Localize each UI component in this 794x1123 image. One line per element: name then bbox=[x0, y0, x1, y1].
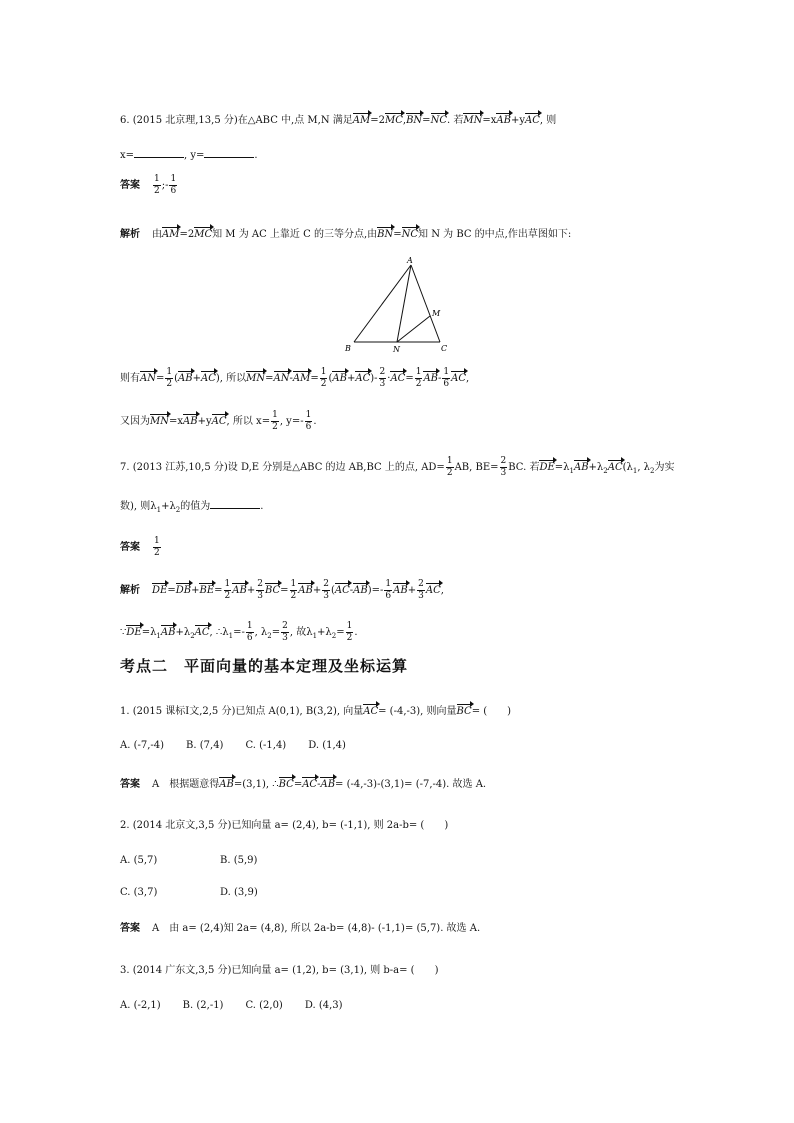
fraction-den: 3 bbox=[282, 633, 288, 643]
s1-ans-text: = bbox=[293, 779, 303, 790]
q7-a-text: = bbox=[280, 585, 289, 596]
q6-b-text: + bbox=[192, 373, 201, 384]
option-d[interactable]: D. (4,3) bbox=[304, 1000, 343, 1011]
q7-text: +λ bbox=[161, 501, 176, 512]
fraction bbox=[322, 579, 330, 602]
q7-b-text: , λ bbox=[254, 627, 268, 638]
q7-a-text: + bbox=[191, 585, 200, 596]
q7-text: 7. (2013 江苏,10,5 分)设 D,E 分别是△ABC 的边 AB,BC 上的点, AD= bbox=[120, 462, 445, 473]
q6-stem-text: 6. (2015 北京理,13,5 分)在△ABC 中,点 M,N 满足 bbox=[120, 115, 353, 126]
vector-MC: MC bbox=[385, 112, 403, 128]
q6-analysis-1 bbox=[120, 226, 571, 242]
q6-c-text: =x bbox=[169, 416, 184, 427]
vector-AB: AB bbox=[353, 582, 368, 598]
q6-blank-end: . bbox=[254, 150, 258, 161]
vector-BN: BN bbox=[406, 112, 422, 128]
q7-text: , λ bbox=[637, 462, 651, 473]
q6-b-text: + bbox=[346, 373, 356, 384]
q6-b-text: )- bbox=[370, 373, 378, 384]
q6-c-text: . bbox=[313, 416, 317, 427]
fraction-den: 2 bbox=[446, 468, 453, 478]
s1-text: = (-4,-3), 则向量 bbox=[378, 706, 457, 717]
fraction-num: 1 bbox=[224, 579, 231, 589]
q6-b-text: = bbox=[405, 373, 414, 384]
q7-text: =λ bbox=[554, 462, 570, 473]
vector-AN: AN bbox=[274, 370, 290, 386]
vector-AB: AB bbox=[393, 582, 408, 598]
q7-b-text: = bbox=[336, 627, 345, 638]
option-a[interactable]: A. (5,7) bbox=[120, 855, 158, 866]
vector-BC: BC bbox=[265, 582, 280, 598]
vector-AC: AC bbox=[525, 112, 540, 128]
q7-stem-2 bbox=[120, 498, 263, 517]
q6-text-6: +y bbox=[510, 115, 525, 126]
fraction-den: 6 bbox=[385, 591, 392, 601]
answer-label: 答案 bbox=[120, 180, 140, 191]
fraction-den: 3 bbox=[257, 591, 263, 601]
fraction bbox=[305, 410, 313, 433]
fraction bbox=[246, 621, 254, 644]
fraction-num: 2 bbox=[257, 579, 263, 589]
q7-b-text: , 故λ bbox=[289, 627, 313, 638]
option-a[interactable]: A. (-7,-4) bbox=[120, 740, 165, 751]
q6-b-text: ( bbox=[328, 373, 333, 384]
q7-b-text: =- bbox=[233, 627, 245, 638]
fraction-den: 6 bbox=[305, 422, 312, 432]
q7-b-text: = bbox=[271, 627, 281, 638]
fraction bbox=[153, 174, 161, 197]
vector-AC: AC bbox=[451, 370, 466, 386]
vector-AB: AB bbox=[574, 459, 589, 475]
fraction-den: 2 bbox=[272, 422, 278, 432]
fraction-den: 2 bbox=[320, 379, 327, 389]
vector-AC: AC bbox=[302, 776, 317, 792]
fraction-num: 1 bbox=[154, 174, 160, 184]
subscript: 1 bbox=[632, 467, 638, 475]
vector-AN: AN bbox=[140, 370, 156, 386]
q6-blank-x[interactable] bbox=[134, 147, 184, 158]
s1-ans-text: - bbox=[317, 779, 321, 790]
q6-c-text: , y=- bbox=[279, 416, 304, 427]
s2-answer bbox=[120, 922, 480, 936]
q6-b-text: · bbox=[387, 373, 391, 384]
option-c[interactable]: C. (3,7) bbox=[120, 887, 158, 898]
fraction-num: 1 bbox=[246, 621, 253, 631]
fraction-num: 2 bbox=[282, 621, 288, 631]
fraction-num: 1 bbox=[443, 367, 450, 377]
q7-a-text: + bbox=[246, 585, 256, 596]
s1-ans-text: = (-4,-3)-(3,1)= (-7,-4). 故选 A. bbox=[335, 779, 487, 790]
segment-AN bbox=[397, 265, 411, 342]
q6-b-text: ( bbox=[174, 373, 179, 384]
q7-b-text: . bbox=[354, 627, 358, 638]
fraction bbox=[271, 410, 279, 433]
vector-NC: NC bbox=[402, 226, 418, 242]
q6-blank-y[interactable] bbox=[204, 147, 254, 158]
vector-BC: BC bbox=[279, 776, 294, 792]
subscript: 2 bbox=[190, 632, 195, 640]
fraction-den: 2 bbox=[154, 186, 160, 196]
q7-text: 数), 则λ bbox=[120, 501, 157, 512]
side-AC bbox=[411, 265, 440, 342]
vector-AC: AC bbox=[335, 582, 350, 598]
vector-AC: AC bbox=[355, 370, 370, 386]
q6-text-5: =x bbox=[482, 115, 497, 126]
vector-DE: DE bbox=[126, 624, 141, 640]
subscript: 2 bbox=[175, 506, 181, 514]
vector-MN: MN bbox=[463, 112, 482, 128]
q6-b-text: ), 所以 bbox=[215, 373, 247, 384]
q6-blank-x-label: x= bbox=[120, 150, 135, 161]
vector-AB: AB bbox=[183, 413, 198, 429]
vector-AB: AB bbox=[178, 370, 193, 386]
vector-AB: AB bbox=[161, 624, 176, 640]
vector-MC: MC bbox=[194, 226, 212, 242]
fraction bbox=[442, 367, 450, 390]
q6-b-text: = bbox=[310, 373, 319, 384]
q6-blank-y-label: , y= bbox=[184, 150, 205, 161]
q7-a-text: - bbox=[349, 585, 354, 596]
answer-label: 答案 bbox=[120, 542, 140, 553]
fraction-num: 1 bbox=[320, 367, 327, 377]
fraction bbox=[281, 621, 289, 644]
q6-a-text: 知 N 为 BC 的中点,作出草图如下: bbox=[418, 229, 572, 240]
option-c[interactable]: C. (2,0) bbox=[245, 1000, 283, 1011]
subscript: 2 bbox=[650, 467, 655, 475]
answer-label: 答案 bbox=[120, 923, 140, 934]
q7-a-text: = bbox=[214, 585, 223, 596]
q6-b-text: 则有 bbox=[120, 373, 140, 384]
fraction-num: 1 bbox=[290, 579, 297, 589]
q6-text-7: , 则 bbox=[539, 115, 557, 126]
fraction bbox=[290, 579, 298, 602]
fraction-num: 2 bbox=[323, 579, 329, 589]
vector-AM: AM bbox=[353, 112, 370, 128]
fraction-den: 2 bbox=[415, 379, 422, 389]
option-b[interactable]: B. (2,-1) bbox=[182, 1000, 224, 1011]
label-C: C bbox=[441, 344, 448, 353]
q6-b-text: - bbox=[438, 373, 442, 384]
fraction-num: 2 bbox=[379, 367, 386, 377]
subscript: 1 bbox=[312, 632, 318, 640]
q6-text-2: , bbox=[402, 115, 407, 126]
vector-DE: DE bbox=[539, 459, 554, 475]
fraction bbox=[165, 367, 173, 390]
fraction-num: 2 bbox=[418, 579, 424, 589]
q6-answer-sep: ;- bbox=[161, 180, 169, 191]
vector-DE: DE bbox=[152, 582, 167, 598]
q6-c-text: , 所以 x= bbox=[226, 416, 271, 427]
option-c[interactable]: C. (-1,4) bbox=[245, 740, 287, 751]
vector-AM: AM bbox=[162, 226, 179, 242]
vector-BN: BN bbox=[377, 226, 393, 242]
triangle-figure bbox=[344, 255, 454, 355]
vector-AC: AC bbox=[426, 582, 441, 598]
fraction-num: 1 bbox=[415, 367, 422, 377]
segment-NM bbox=[397, 316, 430, 342]
label-B: B bbox=[345, 344, 351, 353]
answer-label: 答案 bbox=[120, 779, 140, 790]
fraction-num: 1 bbox=[446, 456, 453, 466]
q7-text: 为实 bbox=[654, 462, 675, 473]
fraction-den: 2 bbox=[154, 548, 160, 558]
vector-AC: AC bbox=[212, 413, 227, 429]
fraction-num: 1 bbox=[272, 410, 278, 420]
label-N: N bbox=[393, 345, 400, 354]
q7-text: 的值为 bbox=[180, 501, 211, 512]
fraction bbox=[346, 621, 354, 644]
s2-stem: 2. (2014 北京文,3,5 分)已知向量 a= (2,4), b= (-1,1), 则 2a-b= ( ) bbox=[120, 820, 449, 831]
option-b[interactable]: B. (5,9) bbox=[220, 855, 258, 866]
q6-blanks bbox=[120, 147, 258, 163]
q7-b-text: ∵ bbox=[120, 627, 127, 638]
fraction bbox=[384, 579, 392, 602]
q6-text-3: = bbox=[422, 115, 431, 126]
q6-b-text: - bbox=[289, 373, 293, 384]
vector-MN: MN bbox=[246, 370, 265, 386]
option-a[interactable]: A. (-2,1) bbox=[120, 1000, 161, 1011]
q7-b-text: =λ bbox=[141, 627, 157, 638]
q7-text: BC. 若 bbox=[508, 462, 540, 473]
vector-AB: AB bbox=[298, 582, 313, 598]
q7-a-text: + bbox=[312, 585, 322, 596]
q6-c-text: 又因为 bbox=[120, 416, 150, 427]
fraction-den: 3 bbox=[500, 468, 507, 478]
s1-ans-text: =(3,1), ∴ bbox=[233, 779, 279, 790]
fraction-num: 1 bbox=[154, 536, 160, 546]
vector-AB: AB bbox=[423, 370, 438, 386]
option-b[interactable]: B. (7,4) bbox=[186, 740, 224, 751]
q7-b-text: , ∴λ bbox=[209, 627, 229, 638]
vector-AC: AC bbox=[608, 459, 623, 475]
vector-AC: AC bbox=[195, 624, 210, 640]
subscript: 1 bbox=[228, 632, 234, 640]
s1-text: 1. (2015 课标Ⅰ文,2,5 分)已知点 A(0,1), B(3,2), 向量 bbox=[120, 706, 364, 717]
vector-DB: DB bbox=[176, 582, 191, 598]
fraction bbox=[417, 579, 425, 602]
s2-options-row1 bbox=[120, 854, 320, 868]
fraction bbox=[446, 456, 454, 479]
fraction-num: 1 bbox=[385, 579, 392, 589]
vector-BE: BE bbox=[199, 582, 214, 598]
fraction-den: 3 bbox=[379, 379, 386, 389]
q6-b-text: , bbox=[466, 373, 470, 384]
q6-text-1: =2 bbox=[370, 115, 385, 126]
vector-AC: AC bbox=[390, 370, 405, 386]
fraction-num: 1 bbox=[170, 174, 177, 184]
fraction bbox=[320, 367, 328, 390]
q6-a-text: 知 M 为 AC 上靠近 C 的三等分点,由 bbox=[212, 229, 378, 240]
q7-analysis-1 bbox=[120, 579, 444, 602]
q7-a-text: , bbox=[440, 585, 444, 596]
fraction-den: 2 bbox=[290, 591, 297, 601]
subscript: 2 bbox=[331, 632, 337, 640]
s1-stem bbox=[120, 703, 511, 719]
q6-a-text: =2 bbox=[179, 229, 195, 240]
vector-AC: AC bbox=[363, 703, 378, 719]
q7-stem bbox=[120, 456, 675, 479]
fraction-den: 6 bbox=[443, 379, 450, 389]
label-M: M bbox=[432, 309, 441, 318]
q7-text: AB, BE= bbox=[454, 462, 499, 473]
fraction-num: 1 bbox=[305, 410, 312, 420]
s1-text: = ( ) bbox=[471, 706, 512, 717]
subscript: 2 bbox=[267, 632, 272, 640]
q7-a-text: + bbox=[407, 585, 417, 596]
fraction-den: 6 bbox=[170, 186, 177, 196]
fraction-num: 2 bbox=[500, 456, 507, 466]
fraction bbox=[256, 579, 264, 602]
s1-ans-text: A 根据题意得 bbox=[152, 779, 220, 790]
q6-answer bbox=[120, 174, 178, 197]
q6-a-text: 由 bbox=[152, 229, 162, 240]
s2-answer-text: A 由 a= (2,4)知 2a= (4,8), 所以 2a-b= (4,8)- (-1,1)= (5,7). 故选 A. bbox=[152, 923, 481, 934]
s3-stem: 3. (2014 广东文,3,5 分)已知向量 a= (1,2), b= (3,1), 则 b-a= ( ) bbox=[120, 965, 439, 976]
vector-MN: MN bbox=[150, 413, 169, 429]
vector-NC: NC bbox=[431, 112, 447, 128]
q6-b-text: = bbox=[265, 373, 274, 384]
q7-a-text: ( bbox=[330, 585, 335, 596]
fraction-den: 3 bbox=[323, 591, 329, 601]
fraction bbox=[169, 174, 177, 197]
vector-AB: AB bbox=[320, 776, 335, 792]
q7-a-text: = bbox=[167, 585, 176, 596]
vector-BC: BC bbox=[457, 703, 472, 719]
fraction-num: 1 bbox=[346, 621, 353, 631]
section-title: 考点二 平面向量的基本定理及坐标运算 bbox=[120, 657, 409, 675]
vector-AB: AB bbox=[332, 370, 347, 386]
s2-options-row2 bbox=[120, 886, 320, 900]
fraction bbox=[415, 367, 423, 390]
vector-AC: AC bbox=[201, 370, 216, 386]
fraction-num: 1 bbox=[166, 367, 173, 377]
vector-AB: AB bbox=[496, 112, 511, 128]
q7-analysis-2 bbox=[120, 621, 358, 644]
fraction-den: 2 bbox=[346, 633, 353, 643]
analysis-label: 解析 bbox=[120, 585, 140, 596]
label-A: A bbox=[407, 256, 413, 265]
s3-options bbox=[120, 999, 365, 1013]
q6-a-text: = bbox=[393, 229, 402, 240]
q6-c-text: +y bbox=[197, 416, 212, 427]
side-AB bbox=[354, 265, 411, 342]
option-d[interactable]: D. (3,9) bbox=[220, 887, 258, 898]
q7-blank[interactable] bbox=[210, 498, 260, 509]
q6-analysis-3 bbox=[120, 410, 317, 433]
analysis-label: 解析 bbox=[120, 229, 140, 240]
fraction bbox=[153, 536, 161, 559]
s1-options bbox=[120, 739, 368, 753]
q7-answer bbox=[120, 536, 162, 559]
q6-analysis-2: 则有AN= $\frac{1}{2}$ (AB+AC), 所以MN=AN-AM= $\frac{1}{2}$ (AB+AC)- $\frac{2}{3}$ ·AC= $\frac{1}{2}$ AB- $\frac{1}{6}$ AC, bbox=[120, 367, 470, 389]
q7-text: (λ bbox=[622, 462, 633, 473]
subscript: 1 bbox=[156, 632, 161, 640]
q7-b-text: +λ bbox=[317, 627, 332, 638]
fraction bbox=[224, 579, 232, 602]
fraction bbox=[500, 456, 508, 479]
q7-text: +λ bbox=[588, 462, 604, 473]
vector-AB: AB bbox=[232, 582, 247, 598]
vector-AM: AM bbox=[293, 370, 310, 386]
subscript: 2 bbox=[603, 467, 608, 475]
option-d[interactable]: D. (1,4) bbox=[308, 740, 346, 751]
subscript: 1 bbox=[569, 467, 574, 475]
fraction bbox=[379, 367, 387, 390]
q7-text: . bbox=[260, 501, 264, 512]
fraction-den: 6 bbox=[246, 633, 253, 643]
q7-b-text: +λ bbox=[175, 627, 191, 638]
q7-a-text: )=- bbox=[367, 585, 384, 596]
fraction-den: 2 bbox=[224, 591, 231, 601]
subscript: 1 bbox=[156, 506, 162, 514]
q6-text-4: . 若 bbox=[446, 115, 464, 126]
fraction-den: 3 bbox=[418, 591, 424, 601]
vector-AB: AB bbox=[219, 776, 234, 792]
fraction-den: 2 bbox=[166, 379, 173, 389]
s1-answer bbox=[120, 776, 486, 792]
q6-stem bbox=[120, 112, 556, 128]
